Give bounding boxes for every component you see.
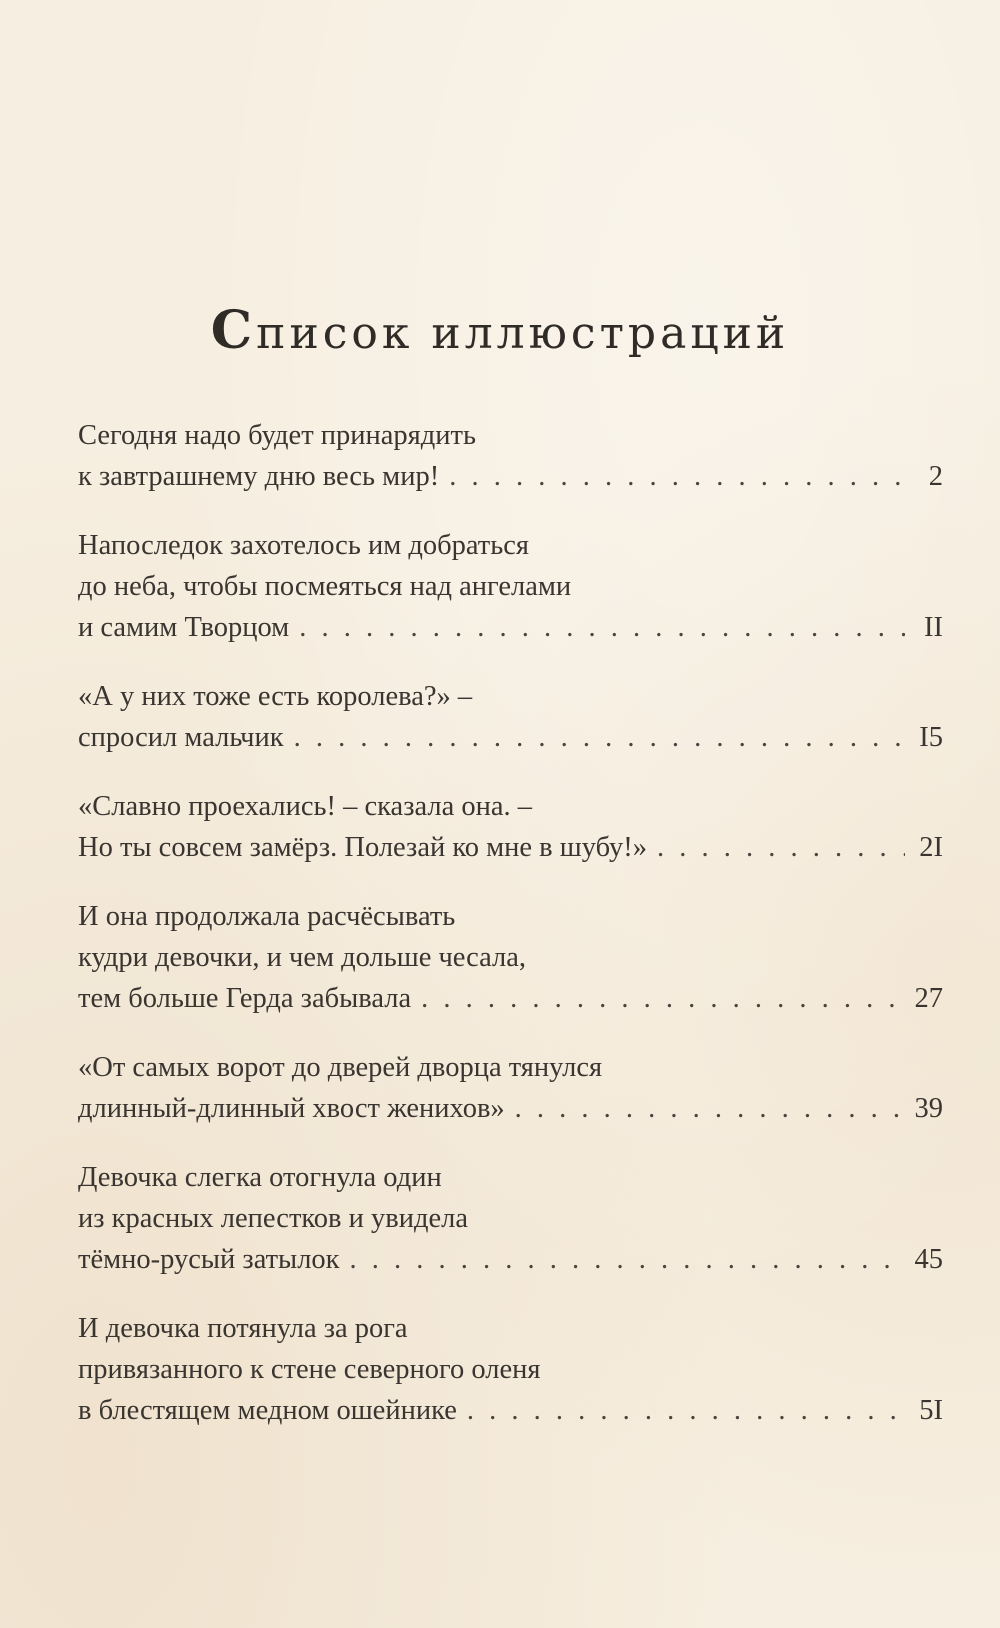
entry-line: Сегодня надо будет принарядить xyxy=(78,420,476,451)
page-number: 45 xyxy=(914,1244,943,1275)
entry-last-line xyxy=(78,827,943,868)
dot-leader xyxy=(294,717,905,758)
entry-line: тёмно-русый затылок xyxy=(78,1244,340,1275)
page-number: II xyxy=(924,612,943,643)
entry-line: И она продолжала расчёсывать xyxy=(78,901,456,932)
list-item xyxy=(78,896,943,1019)
entry-last-line xyxy=(78,1390,943,1431)
page-number: 2I xyxy=(919,832,943,863)
page-number: 2 xyxy=(928,461,943,492)
list-item xyxy=(78,525,943,648)
illustrations-list xyxy=(78,415,943,1459)
title-initial: С xyxy=(210,300,257,361)
dot-leader xyxy=(515,1088,905,1129)
entry-last-line xyxy=(78,1239,943,1280)
entry-line: тем больше Герда забывала xyxy=(78,983,412,1014)
entry-last-line xyxy=(78,607,943,648)
page-number: 39 xyxy=(914,1093,943,1124)
title-text: писок иллюстраций xyxy=(256,308,790,359)
list-item xyxy=(78,1308,943,1431)
entry-line: к завтрашнему дню весь мир! xyxy=(78,461,440,492)
entry-line: спросил мальчик xyxy=(78,722,284,753)
list-item xyxy=(78,415,943,497)
page-number: 27 xyxy=(914,983,943,1014)
page-number: 5I xyxy=(919,1395,943,1426)
dot-leader xyxy=(299,607,905,648)
list-item xyxy=(78,1157,943,1280)
entry-last-line xyxy=(78,717,943,758)
entry-line: привязанного к стене северного оленя xyxy=(78,1354,541,1385)
entry-last-line xyxy=(78,978,943,1019)
entry-line: Девочка слегка отогнула один xyxy=(78,1162,442,1193)
entry-line: до неба, чтобы посмеяться над ангелами xyxy=(78,571,572,602)
dot-leader xyxy=(657,827,905,868)
entry-line: Напоследок захотелось им добраться xyxy=(78,530,529,561)
entry-line: «От самых ворот до дверей дворца тянулся xyxy=(78,1052,603,1083)
dot-leader xyxy=(449,456,905,497)
entry-last-line xyxy=(78,456,943,497)
entry-line: в блестящем медном ошейнике xyxy=(78,1395,457,1426)
dot-leader xyxy=(350,1239,905,1280)
entry-line: «Славно проехались! – сказала она. – xyxy=(78,791,532,822)
dot-leader xyxy=(421,978,904,1019)
entry-line: из красных лепестков и увидела xyxy=(78,1203,468,1234)
entry-last-line xyxy=(78,1088,943,1129)
list-item xyxy=(78,1047,943,1129)
list-item xyxy=(78,786,943,868)
dot-leader xyxy=(467,1390,905,1431)
entry-line: «А у них тоже есть королева?» – xyxy=(78,681,473,712)
list-item xyxy=(78,676,943,758)
entry-line: Но ты совсем замёрз. Полезай ко мне в шубу!» xyxy=(78,832,647,863)
entry-line: длинный-длинный хвост женихов» xyxy=(78,1093,505,1124)
page-title xyxy=(0,300,1000,361)
entry-line: И девочка потянула за рога xyxy=(78,1313,408,1344)
entry-line: кудри девочки, и чем дольше чесала, xyxy=(78,942,527,973)
entry-line: и самим Творцом xyxy=(78,612,290,643)
page-number: I5 xyxy=(919,722,943,753)
